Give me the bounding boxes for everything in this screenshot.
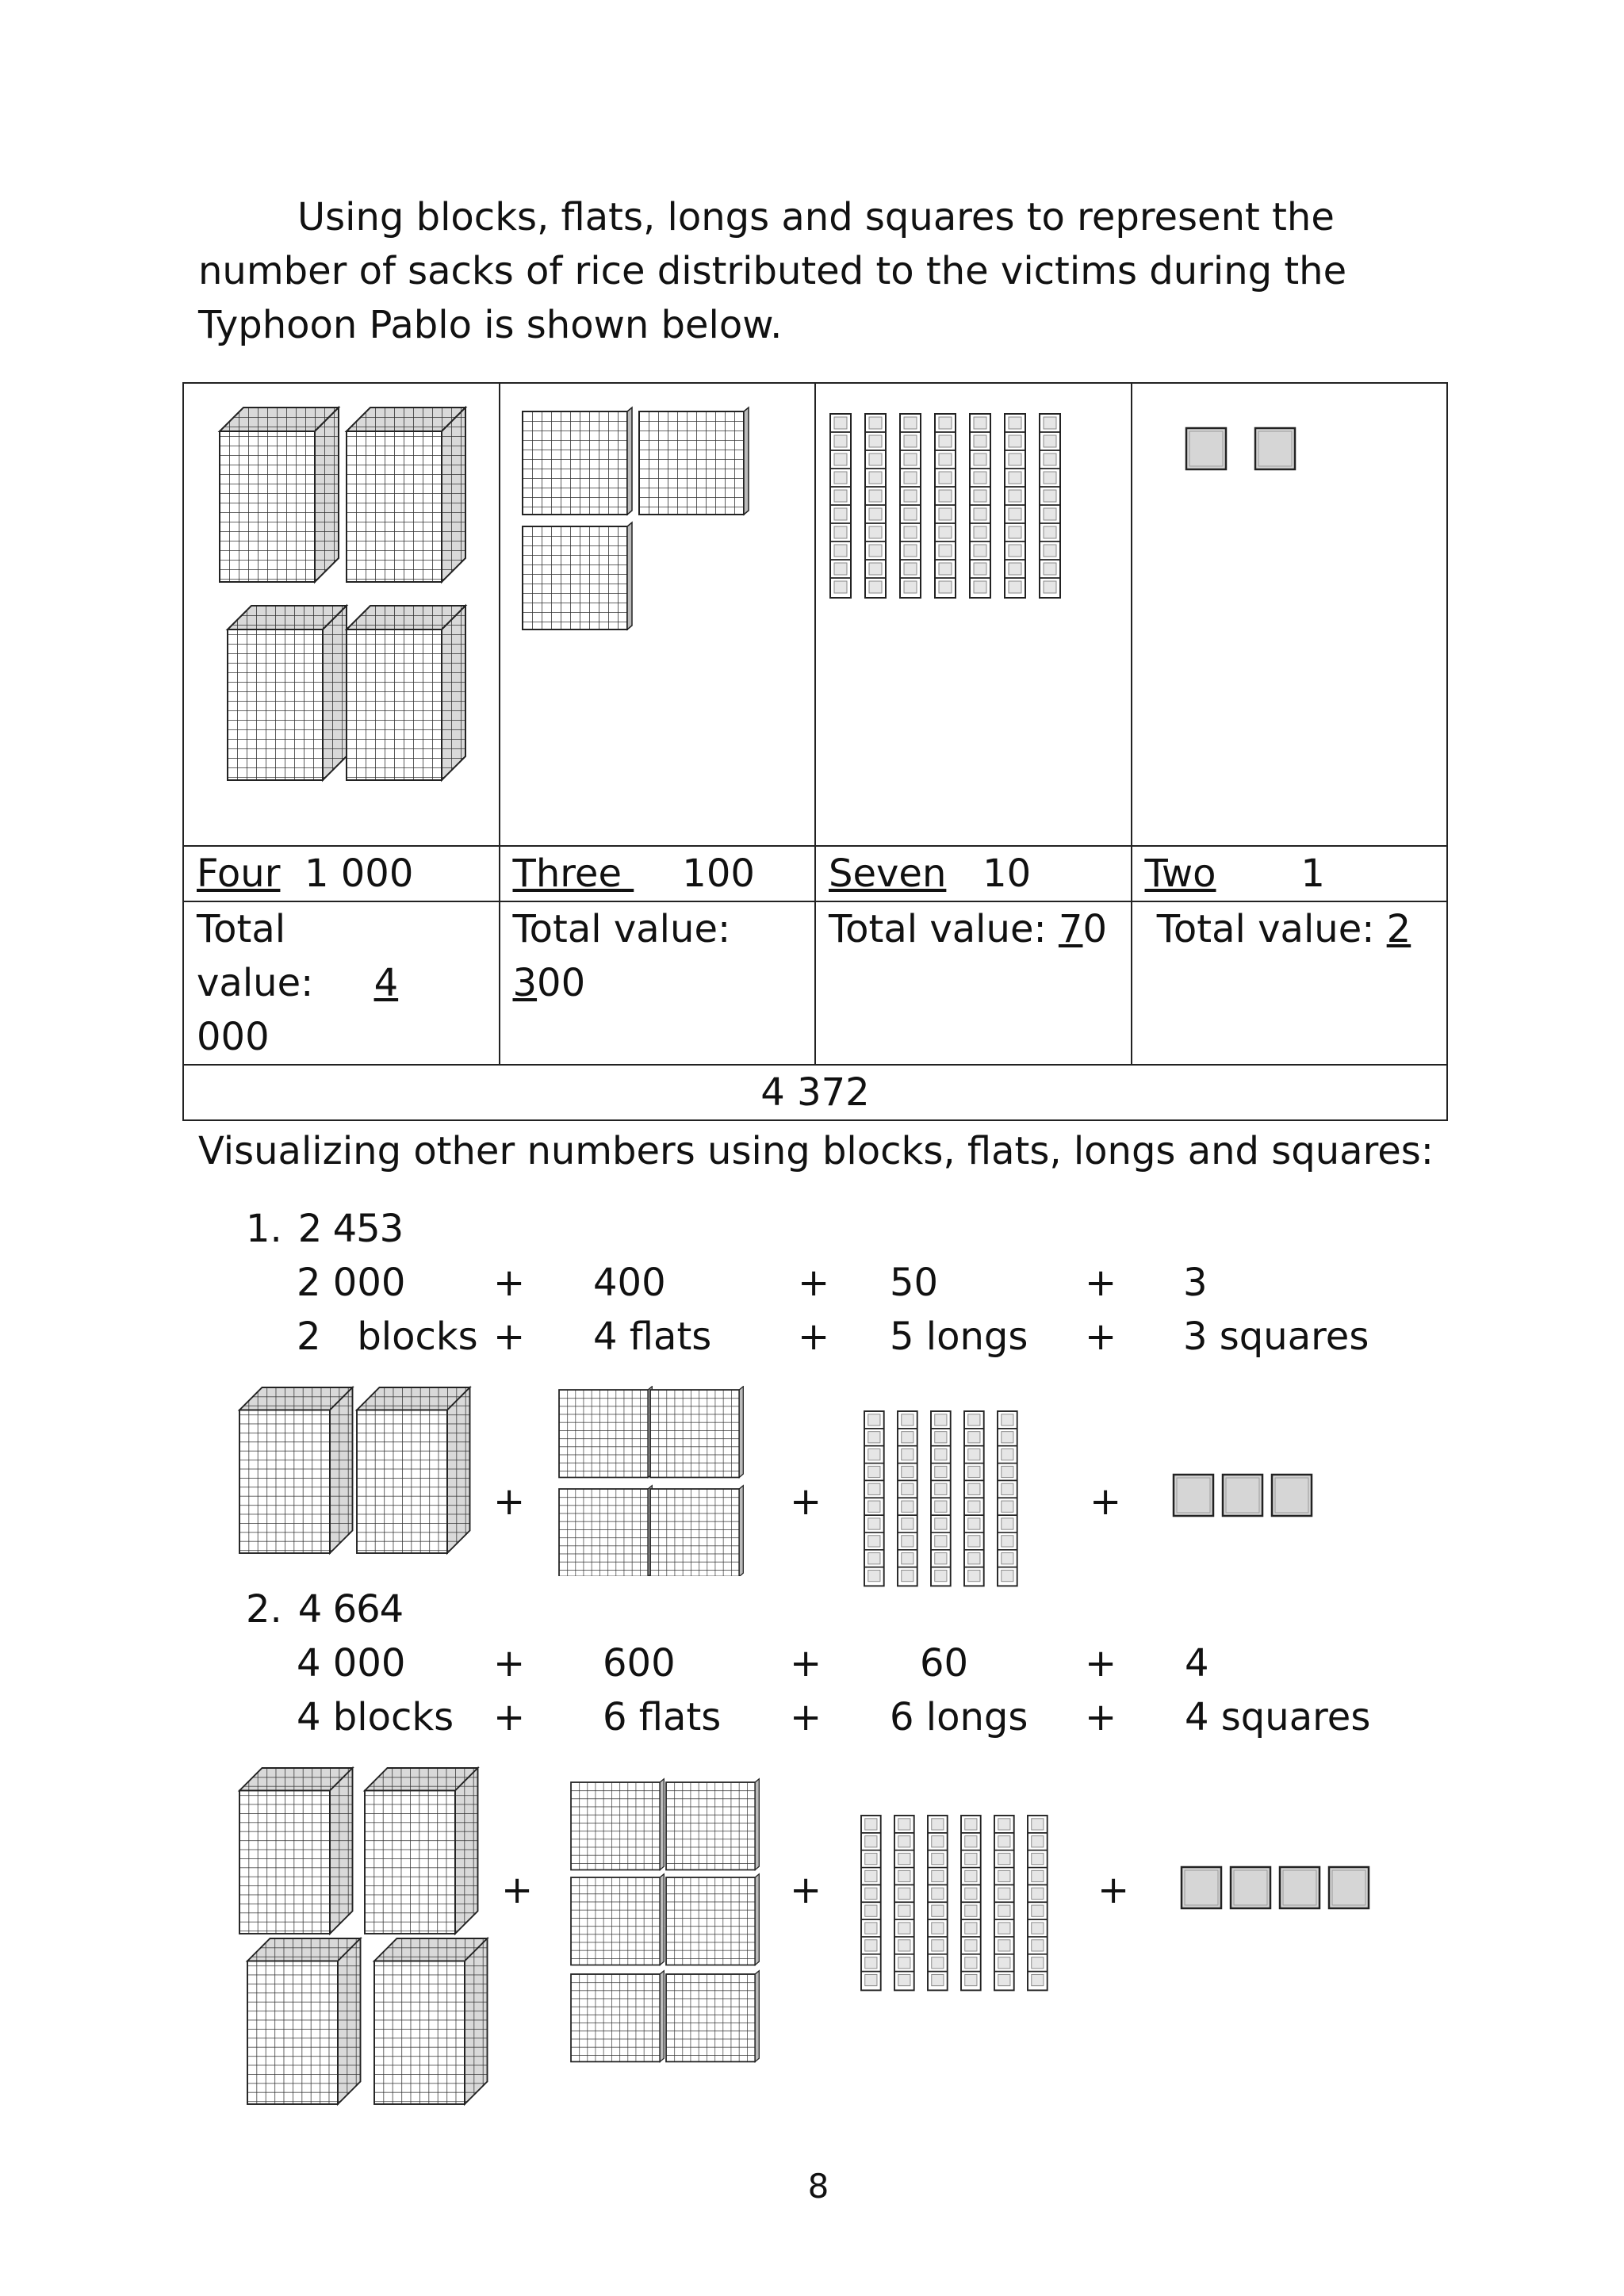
- hundred-flat-1: [523, 408, 632, 515]
- ex2-square-4: [1329, 1867, 1369, 1908]
- ex1-value-ones: 3: [1183, 1261, 1208, 1305]
- squares-picture-cell: [1132, 383, 1448, 846]
- ex2-long-1: [861, 1816, 881, 1990]
- ex1-value-hundreds: 400: [593, 1261, 666, 1305]
- ex2-longs-picture: [853, 1808, 1075, 2006]
- flats-picture-cell: [500, 383, 816, 846]
- ex1-value-tens: 50: [890, 1261, 939, 1305]
- ten-long-2: [865, 414, 886, 598]
- ex1-pic-plus-2: +: [790, 1479, 822, 1524]
- ex2-blocks-picture: [230, 1760, 500, 2109]
- ex2-long-2: [894, 1816, 914, 1990]
- ex1-block-1: [239, 1387, 353, 1553]
- ex2-flat-3: [571, 1874, 664, 1965]
- col-thousands-name: Four 1 000: [183, 846, 500, 901]
- col-ones-name: Two 1: [1132, 846, 1448, 901]
- thousand-block-2: [347, 408, 465, 582]
- ex1-squares-picture: [1166, 1467, 1340, 1530]
- ex1-flat-4: [650, 1486, 743, 1576]
- table-sum: 4 372: [183, 1065, 1447, 1120]
- ex2-long-6: [1028, 1816, 1048, 1990]
- ex1-long-4: [964, 1411, 984, 1586]
- ex2-block-3: [247, 1938, 361, 2104]
- ex2-unit-longs: 6 longs: [890, 1695, 1028, 1739]
- ex2-pic-plus-3: +: [1097, 1868, 1130, 1912]
- ex2-value-tens: 60: [920, 1641, 969, 1686]
- ten-longs-picture: [816, 384, 1132, 845]
- ex2-long-4: [961, 1816, 981, 1990]
- ex1-long-1: [864, 1411, 884, 1586]
- ex2-value-ones: 4: [1185, 1641, 1209, 1686]
- hundred-flat-2: [639, 408, 749, 515]
- thousand-block-4: [347, 606, 465, 780]
- ten-long-3: [900, 414, 921, 598]
- ex2-flat-6: [666, 1971, 759, 2062]
- col-tens-total: Total value: 70: [815, 901, 1132, 1065]
- ex2-flat-2: [666, 1779, 759, 1870]
- example-2-heading: 2. 4 664: [246, 1587, 404, 1632]
- col-hundreds-name: Three 100: [500, 846, 816, 901]
- longs-picture-cell: [815, 383, 1132, 846]
- ex2-flats-picture: [563, 1776, 761, 2069]
- ex2-value-thousands: 4 000: [297, 1641, 406, 1686]
- ten-long-5: [970, 414, 990, 598]
- place-names-row: [183, 846, 1447, 901]
- ten-long-6: [1005, 414, 1025, 598]
- ex1-pic-plus-3: +: [1090, 1479, 1122, 1524]
- ten-long-1: [830, 414, 851, 598]
- ex2-unit-squares: 4 squares: [1185, 1695, 1371, 1739]
- ex1-unit-squares: 3 squares: [1183, 1314, 1369, 1359]
- ex2-squares-picture: [1174, 1859, 1380, 1923]
- ex1-unit-blocks: 2 blocks: [297, 1314, 478, 1359]
- total-values-row: [183, 901, 1447, 1065]
- ex2-flat-1: [571, 1779, 664, 1870]
- ex2-plus-3: +: [1085, 1641, 1117, 1686]
- ex2-block-2: [365, 1768, 478, 1934]
- intro-text: Using blocks, flats, longs and squares to represent the number of sacks of rice distributed to the victims during the Typhoon Pablo is shown below.: [198, 195, 1347, 347]
- col-tens-name: Seven 10: [815, 846, 1132, 901]
- ex1-square-1: [1174, 1475, 1213, 1516]
- ex1-plus-3: +: [1085, 1261, 1117, 1305]
- ex1-long-3: [931, 1411, 951, 1586]
- ten-long-7: [1040, 414, 1060, 598]
- pictures-row: [183, 383, 1447, 846]
- ex1-long-5: [998, 1411, 1017, 1586]
- col-hundreds-total: Total value: 300: [500, 901, 816, 1065]
- ex1-long-2: [898, 1411, 917, 1586]
- ex1-flat-3: [559, 1486, 652, 1576]
- col-thousands-total: Total value: 4 000: [183, 901, 500, 1065]
- ex2-pic-plus-2: +: [790, 1868, 822, 1912]
- ex1-block-2: [357, 1387, 470, 1553]
- ex1-plus-2: +: [798, 1261, 830, 1305]
- ex1-value-thousands: 2 000: [297, 1261, 406, 1305]
- thousand-block-3: [228, 606, 347, 780]
- ex2-square-1: [1182, 1867, 1221, 1908]
- ex2-block-1: [239, 1768, 353, 1934]
- col-ones-total: Total value: 2: [1132, 901, 1448, 1065]
- ex2-plus-6: +: [1085, 1695, 1117, 1739]
- ex1-unit-flats: 4 flats: [593, 1314, 712, 1359]
- ex1-square-2: [1223, 1475, 1262, 1516]
- ex2-plus-5: +: [790, 1695, 822, 1739]
- thousand-block-1: [220, 408, 339, 582]
- thousand-blocks-picture: [184, 384, 500, 845]
- ex1-flat-2: [650, 1387, 743, 1478]
- ex2-plus-1: +: [493, 1641, 526, 1686]
- place-value-table: [182, 382, 1448, 1121]
- hundred-flats-picture: [500, 384, 816, 845]
- ex2-long-3: [928, 1816, 948, 1990]
- ex2-unit-flats: 6 flats: [603, 1695, 722, 1739]
- ex2-flat-4: [666, 1874, 759, 1965]
- one-square-1: [1186, 428, 1226, 469]
- page-number: 8: [807, 2167, 829, 2206]
- ex1-plus-4: +: [493, 1314, 526, 1359]
- ex1-plus-5: +: [798, 1314, 830, 1359]
- ex2-unit-blocks: 4 blocks: [297, 1695, 454, 1739]
- ex2-flat-5: [571, 1971, 664, 2062]
- ex2-value-hundreds: 600: [603, 1641, 676, 1686]
- intro-paragraph: [198, 190, 1356, 352]
- ex1-longs-picture: [856, 1403, 1047, 1601]
- hundred-flat-3: [523, 522, 632, 629]
- visualizing-title: Visualizing other numbers using blocks, flats, longs and squares:: [198, 1129, 1434, 1173]
- one-squares-picture: [1132, 384, 1448, 845]
- ex2-pic-plus-1: +: [501, 1868, 534, 1912]
- ex1-plus-1: +: [493, 1261, 526, 1305]
- ex2-block-4: [374, 1938, 488, 2104]
- sum-row: [183, 1065, 1447, 1120]
- ex2-plus-4: +: [493, 1695, 526, 1739]
- ex2-square-3: [1280, 1867, 1320, 1908]
- ex1-unit-longs: 5 longs: [890, 1314, 1028, 1359]
- one-square-2: [1255, 428, 1295, 469]
- ex2-square-2: [1231, 1867, 1270, 1908]
- ex1-square-3: [1272, 1475, 1312, 1516]
- example-1-heading: 1. 2 453: [246, 1207, 404, 1251]
- ex2-plus-2: +: [790, 1641, 822, 1686]
- ex1-flat-1: [559, 1387, 652, 1478]
- ex1-pic-plus-1: +: [493, 1479, 526, 1524]
- ten-long-4: [935, 414, 956, 598]
- ex1-flats-picture: [547, 1386, 745, 1576]
- ex1-plus-6: +: [1085, 1314, 1117, 1359]
- ex1-blocks-picture: [230, 1380, 492, 1558]
- ex2-long-5: [994, 1816, 1014, 1990]
- blocks-picture-cell: [183, 383, 500, 846]
